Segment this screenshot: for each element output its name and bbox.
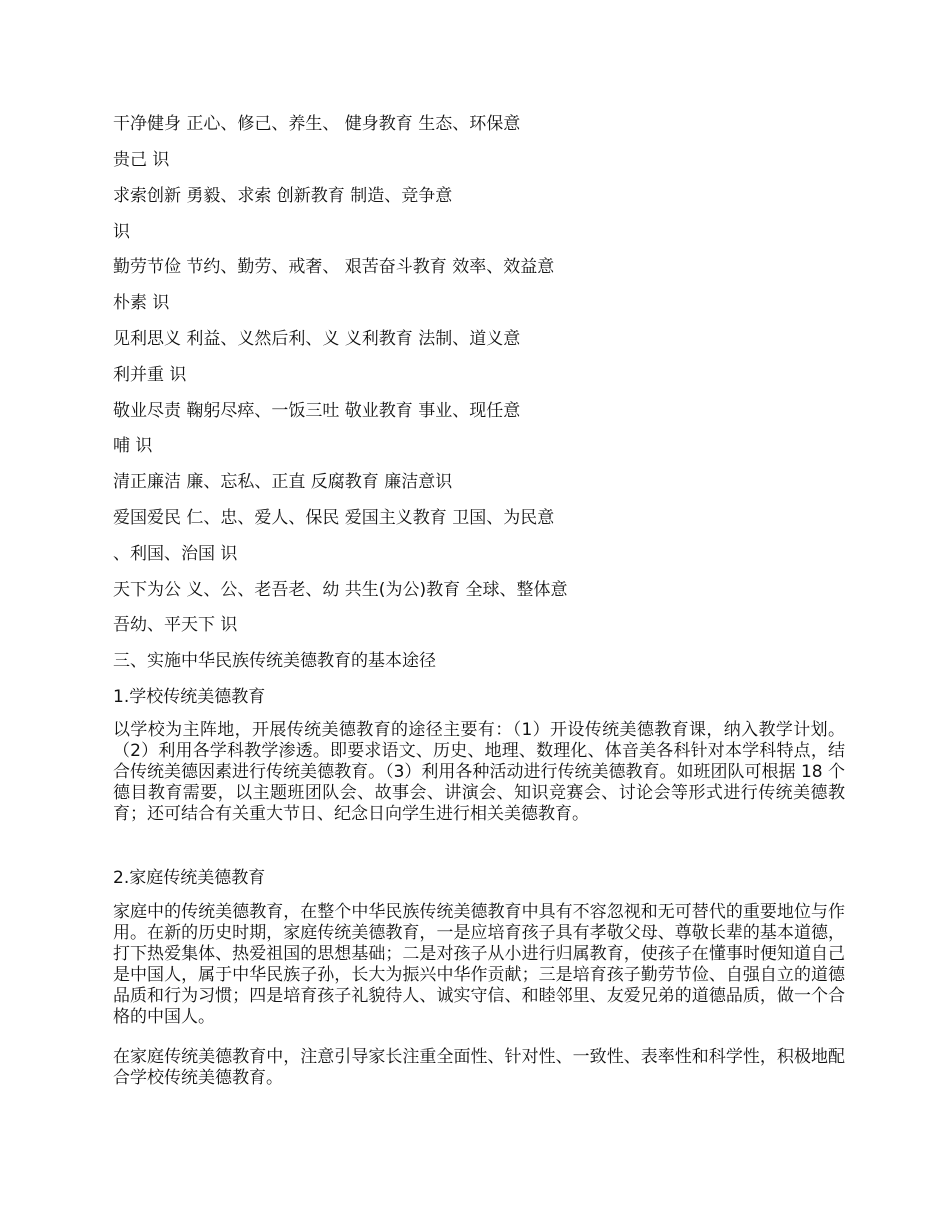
table-line: 、利国、治国 识 <box>113 544 238 564</box>
subheading-school: 1.学校传统美德教育 <box>113 687 266 707</box>
table-line: 识 <box>113 222 130 242</box>
table-line: 见利思义 利益、义然后利、义 义利教育 法制、道义意 <box>113 329 521 349</box>
table-line: 吾幼、平天下 识 <box>113 615 238 635</box>
paragraph-family-note: 在家庭传统美德教育中，注意引导家长注重全面性、针对性、一致性、表率性和科学性，积极地配合学校传统美德教育。 <box>113 1047 845 1088</box>
subheading-family: 2.家庭传统美德教育 <box>113 868 266 888</box>
table-line: 朴素 识 <box>113 293 170 313</box>
paragraph-family: 家庭中的传统美德教育，在整个中华民族传统美德教育中具有不容忽视和无可替代的重要地位与作用。在新的历史时期，家庭传统美德教育，一是应培育孩子具有孝敬父母、尊敬长辈的基本道德，打下热爱集体、热爱祖国的思想基础；二是对孩子从小进行归属教育，使孩子在懂事时便知道自己是中国人，属于中华民族子孙，长大为振兴中华作贡献；三是培育孩子勤劳节俭、自强自立的道德品质和行为习惯；四是培育孩子礼貌待人、诚实守信、和睦邻里、友爱兄弟的道德品质，做一个合格的中国人。 <box>113 902 845 1027</box>
table-line: 勤劳节俭 节约、勤劳、戒奢、 艰苦奋斗教育 效率、效益意 <box>113 257 555 277</box>
table-line: 敬业尽责 鞠躬尽瘁、一饭三吐 敬业教育 事业、现任意 <box>113 401 521 421</box>
table-line: 干净健身 正心、修己、养生、 健身教育 生态、环保意 <box>113 114 521 134</box>
table-line: 贵己 识 <box>113 150 170 170</box>
table-line: 天下为公 义、公、老吾老、幼 共生(为公)教育 全球、整体意 <box>113 580 568 600</box>
table-line: 求索创新 勇毅、求索 创新教育 制造、竞争意 <box>113 186 453 206</box>
table-line: 清正廉洁 廉、忘私、正直 反腐教育 廉洁意识 <box>113 472 453 492</box>
table-line: 爱国爱民 仁、忠、爱人、保民 爱国主义教育 卫国、为民意 <box>113 508 555 528</box>
table-line: 哺 识 <box>113 436 153 456</box>
table-line: 利并重 识 <box>113 365 187 385</box>
paragraph-school: 以学校为主阵地，开展传统美德教育的途径主要有：（1）开设传统美德教育课，纳入教学计划。（2）利用各学科教学渗透。即要求语文、历史、地理、数理化、体音美各科针对本学科特点，结合传统美德因素进行传统美德教育。（3）利用各种活动进行传统美德教育。如班团队可根据 18 个德目教育需要，以主题班团队会、故事会、讲演会、知识竞赛会、讨论会等形式进行传统美德教育；还可结合有关重大节日、纪念日向学生进行相关美德教育。 <box>113 720 845 824</box>
section-heading: 三、实施中华民族传统美德教育的基本途径 <box>113 651 436 671</box>
